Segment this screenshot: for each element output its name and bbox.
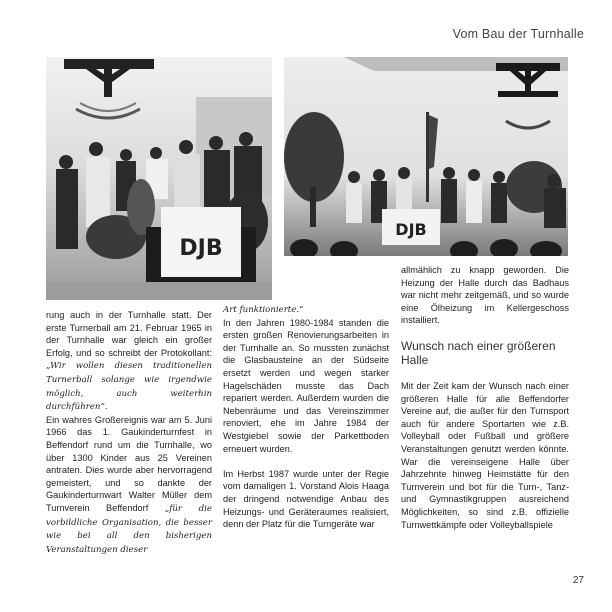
quote: Art funktionierte.“ (223, 305, 304, 315)
ceremony-photo-left-image (46, 57, 272, 300)
paragraph: allmählich zu knapp geworden. Die Heizung der Halle durch das Badhaus war nicht mehr zeitgemäß, und so wurde eine Ölheizung im Kellergeschoss installiert. (401, 265, 569, 326)
paragraph: rung auch in der Turnhalle statt. Der erste Turnerball am 21. Februar 1965 in der Turnhalle war gleich ein großer Erfolg, und so schreibt der Protokollant: „Wir wollen diesen traditionellen Turnerball solange wie irgendwie möglich, auch weiterhin durchführen“. (46, 310, 212, 413)
text-column-3 (401, 264, 569, 531)
paragraph: Mit der Zeit kam der Wunsch nach einer größeren Halle für alle Beffendorfer Vereine auf, die außer für den Turnsport auch für andere Sportarten wie z.B. Volleyball oder Fußball und größere Veranstaltungen genutzt werden könnte. War die vereinseigene Halle über Jahrzehnte hinweg Heimstätte für den Turnverein und bot für die Turn-, Tanz- und Gymnastikgruppen ausreichend Möglichkeiten, so sind z.B. offizielle Turnwettkämpfe oder Volleyballspiele (401, 380, 569, 530)
quote: „für die vorbildliche Organisation, die besser wie bei all den bisherigen Veranstaltungen dieser (46, 503, 213, 555)
paragraph: Im Herbst 1987 wurde unter der Regie vom damaligen 1. Vorstand Alois Haaga der dringend notwendige Anbau des Heizungs- und Geräteraumes realisiert, denn der Platz für die Turngeräte war (223, 468, 389, 530)
ceremony-photo-right-image (284, 57, 568, 256)
section-heading: Wunsch nach einer größeren Halle (401, 338, 556, 367)
ceremony-photo-left (46, 57, 272, 300)
page-number: 27 (572, 575, 584, 586)
photo-banner-text: DJB (179, 236, 223, 261)
text-column-2 (223, 304, 389, 531)
photo-banner-text: DJB (395, 220, 427, 239)
ceremony-photo-right (284, 57, 568, 256)
paragraph: Ein wahres Großereignis war am 5. Juni 1966 das 1. Gaukinderturnfest in Beffendorf rund um die Turnhalle, wo über 1300 Kinder aus 25 Vereinen antraten. Dies wurde aber hervorragend gemeistert, und so dankte der Gaukinderturnwart Walter Müller dem Turnverein Beffendorf „für die vorbildliche Organisation, die besser wie bei all den bisherigen Veranstaltungen dieser (46, 414, 213, 555)
paragraph: In den Jahren 1980-1984 standen die ersten großen Renovierungsarbeiten in der Turnhalle an. So mussten zunächst die Glasbausteine an der Südseite ersetzt werden und wegen starker Hagelschäden musste das Dach repariert werden. Außerdem wurden die Nebenräume und das Vereinszimmer renoviert, ehe im Jahre 1984 der Westgiebel sowie der Parkettboden erneuert wurden. (223, 317, 389, 454)
text-column-1 (46, 309, 212, 556)
running-header: Vom Bau der Turnhalle (452, 27, 584, 41)
quote: „Wir wollen diesen traditionellen Turnerball solange wie irgendwie möglich, auch weiterhin durchführen“. (46, 361, 212, 413)
